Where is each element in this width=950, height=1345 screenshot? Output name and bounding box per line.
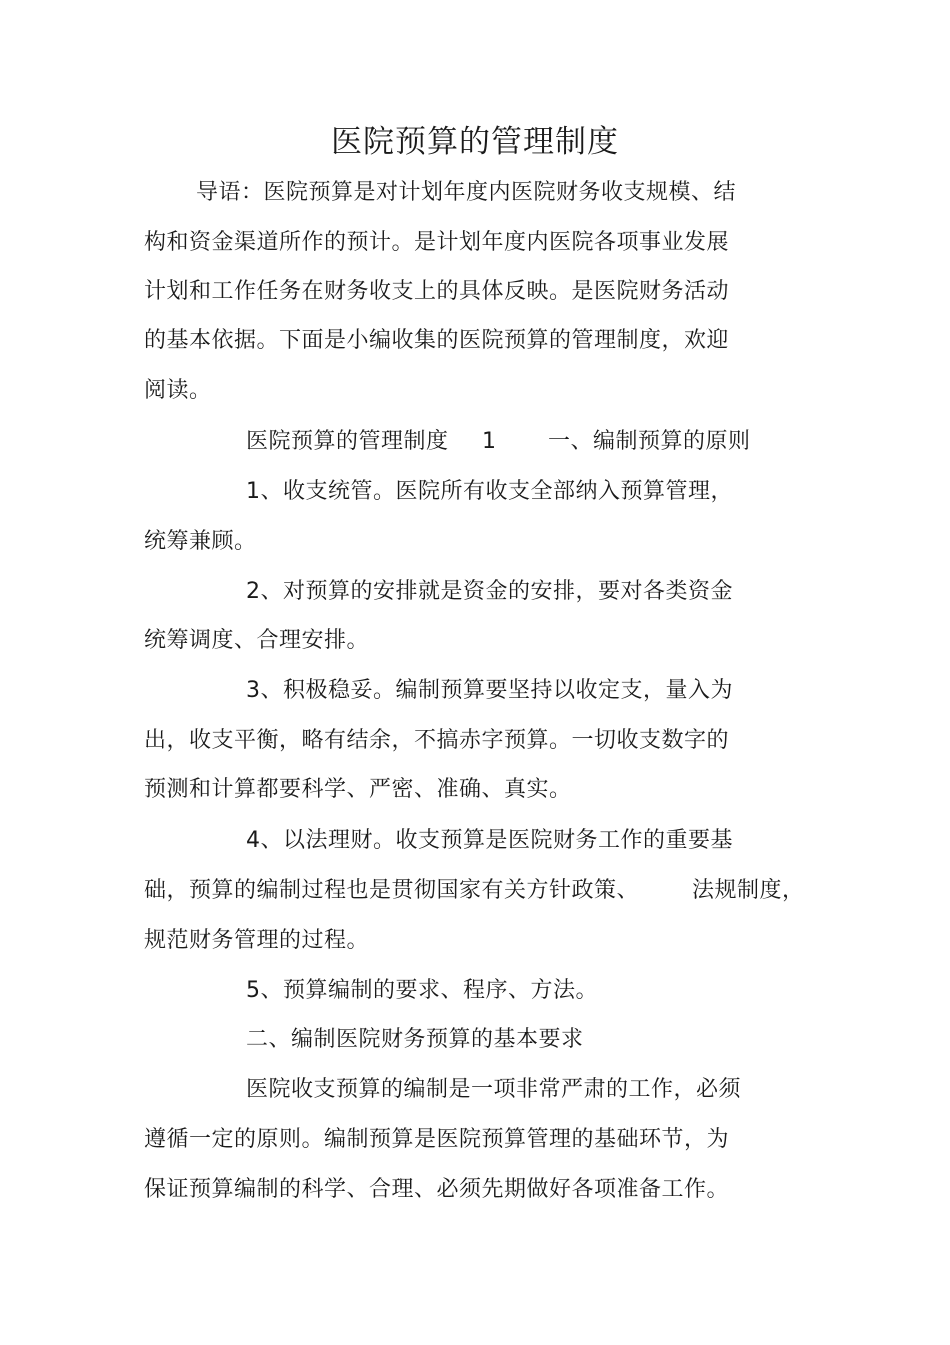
paragraph-line-fragment: 法规制度， xyxy=(692,878,805,903)
paragraph-line: 3、积极稳妥。编制预算要坚持以收定支，量入为 xyxy=(246,678,733,703)
paragraph-line: 构和资金渠道所作的预计。是计划年度内医院各项事业发展 xyxy=(144,230,730,255)
section-heading-title: 医院预算的管理制度 xyxy=(246,429,449,454)
paragraph-line: 遵循一定的原则。编制预算是医院预算管理的基础环节，为 xyxy=(144,1127,730,1152)
paragraph-line: 2、对预算的安排就是资金的安排，要对各类资金 xyxy=(246,579,733,604)
paragraph-line: 规范财务管理的过程。 xyxy=(144,928,370,953)
section-heading-number: 1 xyxy=(482,429,497,454)
paragraph-line: 础，预算的编制过程也是贯彻国家有关方针政策、 xyxy=(144,878,640,903)
section-heading-subtitle: 一、编制预算的原则 xyxy=(548,429,751,454)
paragraph-line: 计划和工作任务在财务收支上的具体反映。是医院财务活动 xyxy=(144,279,730,304)
section-heading: 二、编制医院财务预算的基本要求 xyxy=(246,1027,584,1052)
paragraph-line: 5、预算编制的要求、程序、方法。 xyxy=(246,978,598,1003)
paragraph-line: 的基本依据。下面是小编收集的医院预算的管理制度，欢迎 xyxy=(144,328,730,353)
paragraph-line: 统筹兼顾。 xyxy=(144,529,257,554)
paragraph-line: 保证预算编制的科学、合理、必须先期做好各项准备工作。 xyxy=(144,1177,730,1202)
paragraph-line: 医院收支预算的编制是一项非常严肃的工作，必须 xyxy=(246,1077,742,1102)
paragraph-line: 导语：医院预算是对计划年度内医院财务收支规模、结 xyxy=(196,180,737,205)
paragraph-line: 预测和计算都要科学、严密、准确、真实。 xyxy=(144,777,572,802)
paragraph-line: 4、以法理财。收支预算是医院财务工作的重要基 xyxy=(246,828,733,853)
document-title: 医院预算的管理制度 xyxy=(331,124,619,160)
paragraph-line: 出，收支平衡，略有结余，不搞赤字预算。一切收支数字的 xyxy=(144,728,730,753)
paragraph-line: 1、收支统管。医院所有收支全部纳入预算管理， xyxy=(246,479,733,504)
paragraph-line: 统筹调度、合理安排。 xyxy=(144,628,370,653)
paragraph-line: 阅读。 xyxy=(144,378,212,403)
